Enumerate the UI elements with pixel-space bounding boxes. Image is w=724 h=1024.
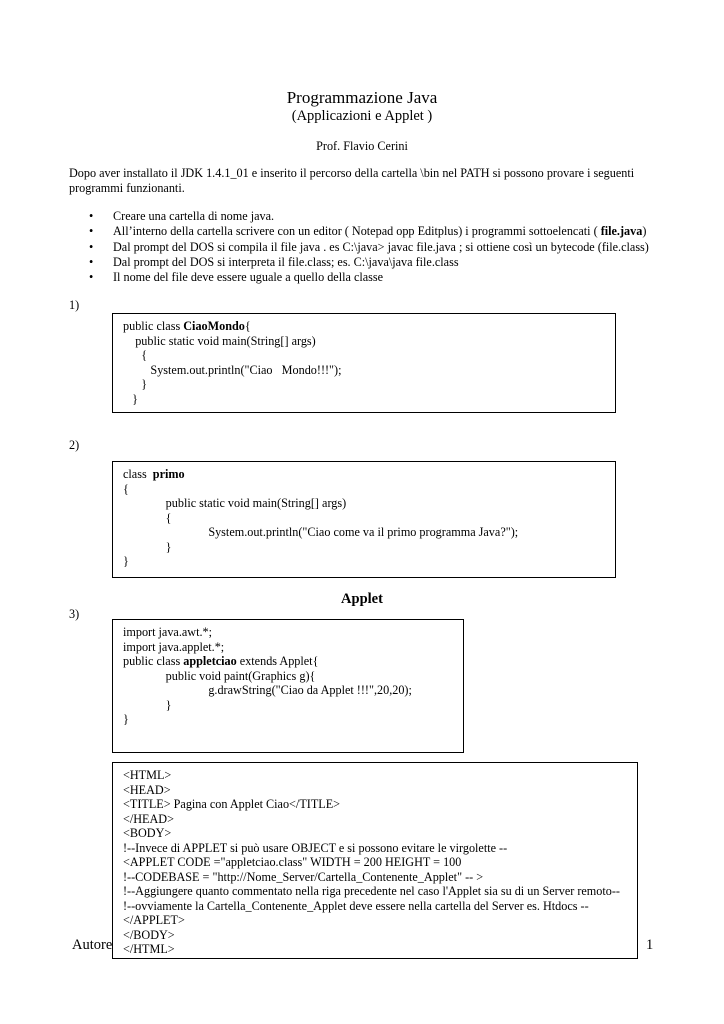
code-line: { — [123, 481, 129, 496]
code-line: <BODY> — [123, 826, 172, 840]
code-line: <TITLE> Pagina con Applet Ciao</TITLE> — [123, 797, 341, 811]
code-line: { — [123, 348, 148, 362]
footer-author: Autore — [72, 937, 113, 953]
code-line: </APPLET> — [123, 913, 185, 927]
code-line: <HEAD> — [123, 782, 171, 797]
section-number-1: 1) — [69, 298, 80, 312]
bullet-icon: • — [89, 254, 94, 269]
page-title: Programmazione Java — [286, 88, 438, 107]
code-line: </BODY> — [123, 927, 175, 942]
list-item: • Dal prompt del DOS si compila il file java . es C:\java> javac file.java ; si ottiene così un bytecode (file.class) — [89, 239, 649, 254]
code-line: public class CiaoMondo{ — [123, 319, 251, 333]
list-item: • Il nome del file deve essere uguale a quello della classe — [89, 270, 384, 285]
page-subtitle: (Applicazioni e Applet ) — [291, 108, 433, 124]
code-box-primo — [112, 461, 616, 578]
code-line: public class appletciao extends Applet{ — [123, 654, 319, 668]
code-box-html — [112, 762, 638, 959]
code-line: } — [123, 539, 172, 554]
code-line: </HEAD> — [123, 811, 174, 826]
intro-paragraph: Dopo aver installato il JDK 1.4.1_01 e inserito il percorso della cartella \bin nel PATH si possono provare i seguenti programmi funzionanti. — [69, 166, 635, 195]
section-number-2: 2) — [69, 438, 80, 452]
list-item: • Creare una cartella di nome java. — [89, 209, 275, 223]
code-line: { — [123, 510, 172, 525]
code-line: !--ovviamente la Cartella_Contenente_Applet deve essere nella cartella del Server es. Htdocs -- — [123, 898, 589, 913]
page-number: 1 — [646, 937, 654, 953]
code-line: !--CODEBASE = "http://Nome_Server/Cartella_Contenente_Applet" -- > — [123, 869, 484, 884]
code-line: !--Invece di APPLET si può usare OBJECT e si possono evitare le virgolette -- — [123, 840, 508, 855]
code-line: } — [123, 377, 148, 391]
bullet-icon: • — [89, 239, 94, 254]
code-line: public void paint(Graphics g){ — [123, 668, 316, 683]
list-item: • Dal prompt del DOS si interpreta il file.class; es. C:\java\java file.class — [89, 254, 459, 269]
author-line: Prof. Flavio Cerini — [316, 139, 408, 153]
section-number-3: 3) — [69, 607, 80, 621]
code-line: System.out.println("Ciao Mondo!!!"); — [123, 362, 342, 377]
code-line: } — [123, 391, 138, 406]
code-line: !--Aggiungere quanto commentato nella riga precedente nel caso l'Applet sia su di un Server remoto-- — [123, 884, 620, 898]
applet-heading: Applet — [341, 591, 383, 607]
code-line: g.drawString("Ciao da Applet !!!",20,20); — [123, 683, 412, 697]
code-line: public static void main(String[] args) — [123, 496, 347, 510]
code-line: } — [123, 697, 172, 712]
code-line: System.out.println("Ciao come va il primo programma Java?"); — [123, 525, 519, 539]
bullet-icon: • — [89, 224, 94, 239]
code-line: public static void main(String[] args) — [123, 333, 316, 348]
code-line: } — [123, 712, 129, 726]
code-line: } — [123, 554, 129, 568]
code-box-ciaomondo — [112, 313, 616, 413]
code-box-appletciao — [112, 619, 464, 753]
instructions-list — [69, 209, 669, 285]
code-line: <HTML> — [123, 768, 172, 782]
code-line: class primo — [123, 467, 185, 481]
code-line: </HTML> — [123, 942, 175, 956]
list-item: • All’interno della cartella scrivere con un editor ( Notepad opp Editplus) i programmi sottoelencati ( file.java) — [89, 224, 647, 239]
bullet-icon: • — [89, 270, 94, 285]
code-line: import java.awt.*; — [123, 625, 213, 639]
code-line: import java.applet.*; — [123, 639, 225, 654]
code-line: <APPLET CODE ="appletciao.class" WIDTH = 200 HEIGHT = 100 — [123, 855, 462, 869]
bullet-icon: • — [89, 209, 94, 223]
